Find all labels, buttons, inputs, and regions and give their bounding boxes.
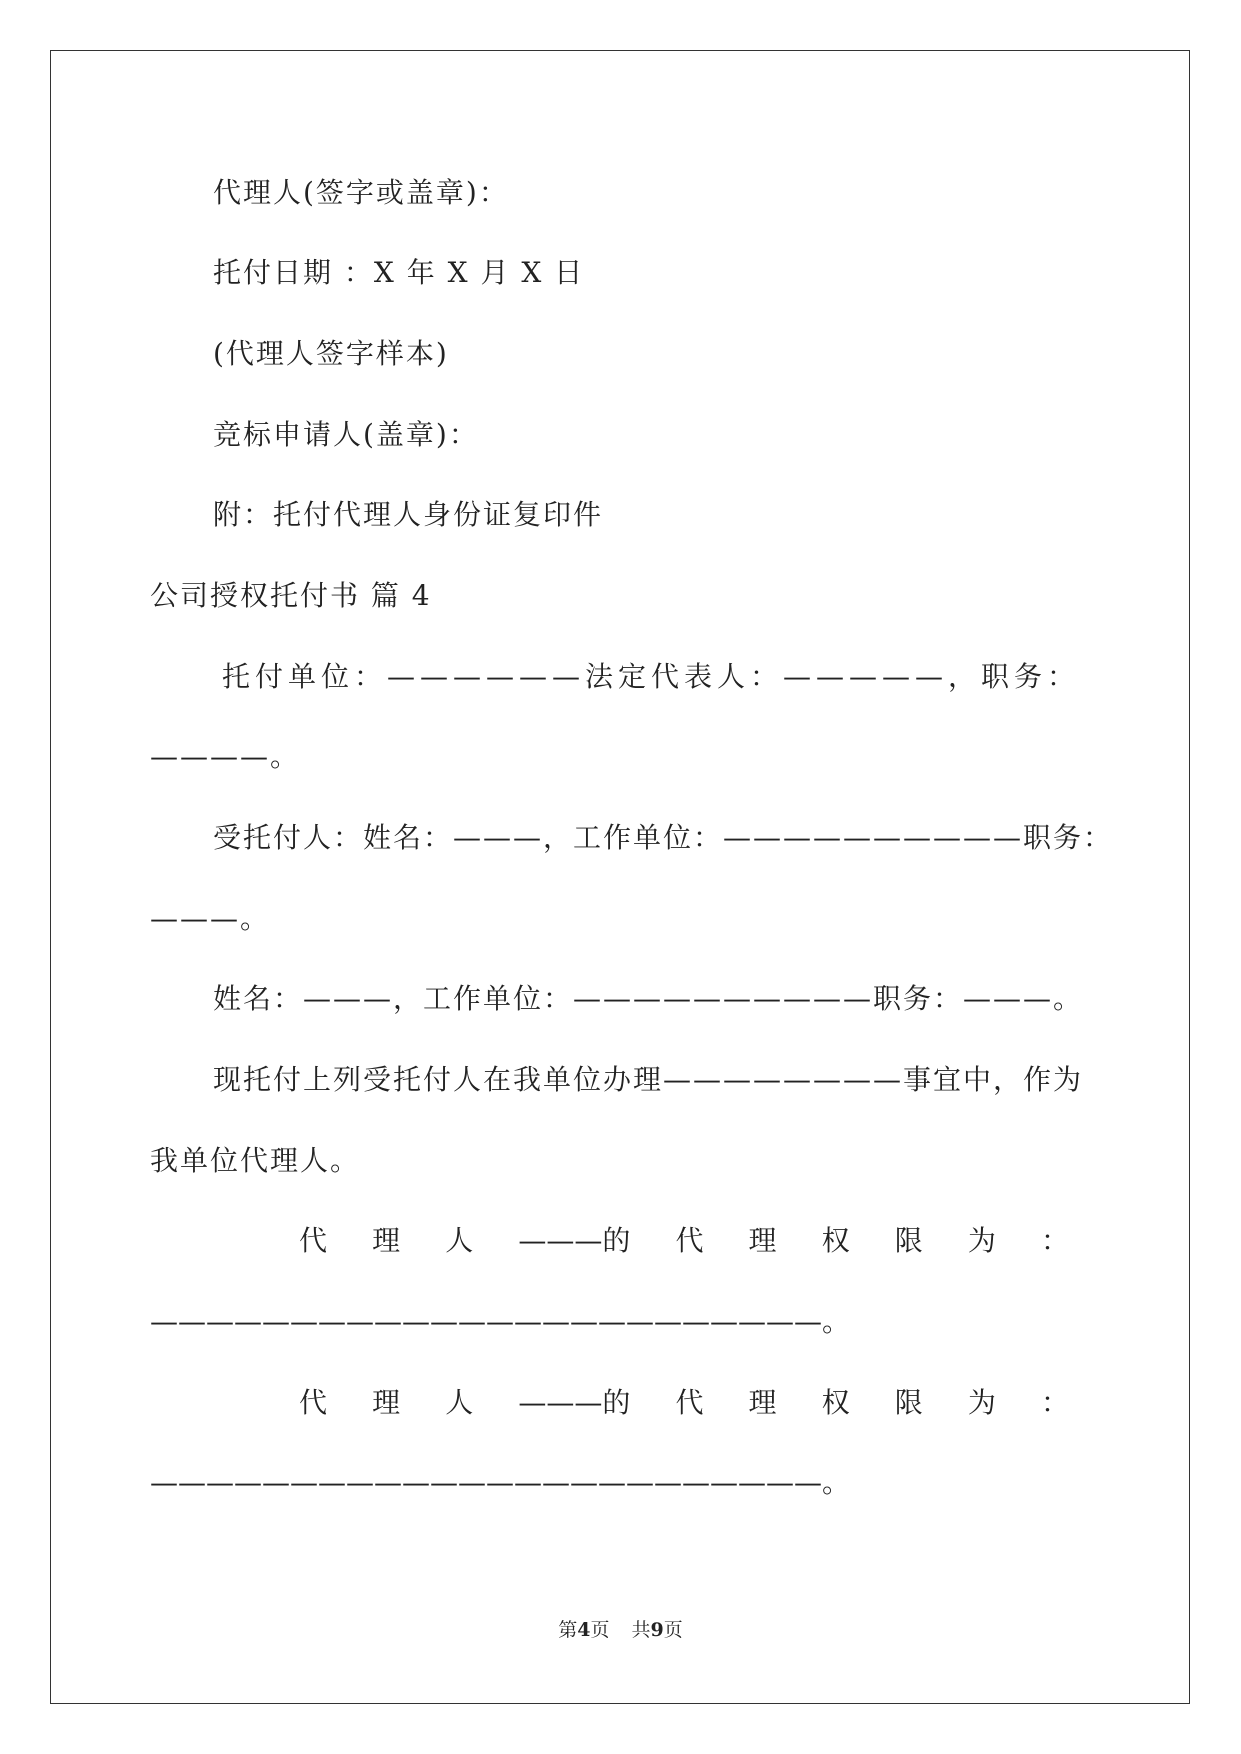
trustee-line-1: 受托付人：姓名：———，工作单位：——————————职务： xyxy=(213,821,1114,854)
word: 代 xyxy=(675,1224,704,1257)
word: ———的 xyxy=(518,1224,631,1257)
entrusting-unit-line-1: 托付单位：——————法定代表人：—————，职务： xyxy=(222,660,1081,693)
word: 人 xyxy=(445,1224,474,1257)
second-trustee-line: 姓名：———，工作单位：——————————职务：———。 xyxy=(213,982,1084,1015)
footer-suffix: 页 xyxy=(663,1619,683,1641)
footer-total-pages: 9 xyxy=(650,1619,664,1641)
footer-middle: 页 xyxy=(590,1619,610,1641)
word: ———的 xyxy=(518,1386,631,1419)
entrust-matter-line-2: 我单位代理人。 xyxy=(150,1144,361,1177)
word: 理 xyxy=(372,1224,401,1257)
authority-line-2b: ————————————————————————。 xyxy=(150,1466,851,1499)
footer-total-prefix: 共 xyxy=(631,1619,651,1641)
word: 人 xyxy=(445,1386,474,1419)
footer-prefix: 第 xyxy=(558,1619,578,1641)
word: 理 xyxy=(748,1386,777,1419)
attachment-line: 附：托付代理人身份证复印件 xyxy=(213,498,604,531)
word: ： xyxy=(1040,1386,1069,1419)
word: 权 xyxy=(821,1224,850,1257)
footer-current-page: 4 xyxy=(577,1619,591,1641)
word: 代 xyxy=(299,1386,328,1419)
signature-sample-line: (代理人签字样本) xyxy=(213,337,449,370)
word: 代 xyxy=(299,1224,328,1257)
agent-signature-line: 代理人(签字或盖章)： xyxy=(213,176,509,209)
word: ： xyxy=(1040,1224,1069,1257)
word: 限 xyxy=(894,1224,923,1257)
word: 为 xyxy=(967,1224,996,1257)
bidder-seal-line: 竞标申请人(盖章)： xyxy=(213,418,479,451)
page-border xyxy=(50,50,1190,1704)
word: 为 xyxy=(967,1386,996,1419)
authority-line-1b: ————————————————————————。 xyxy=(150,1305,851,1338)
authority-line-2a xyxy=(299,1386,1069,1420)
section-heading: 公司授权托付书 篇 4 xyxy=(150,579,432,612)
word: 权 xyxy=(821,1386,850,1419)
entrusting-unit-line-2: ————。 xyxy=(150,740,301,773)
entrust-matter-line-1: 现托付上列受托付人在我单位办理————————事宜中，作为 xyxy=(213,1063,1084,1096)
entrust-date-line: 托付日期 ：X 年 X 月 X 日 xyxy=(213,256,585,289)
word: 限 xyxy=(894,1386,923,1419)
page-footer xyxy=(0,1618,1241,1642)
word: 代 xyxy=(675,1386,704,1419)
trustee-line-2: ———。 xyxy=(150,902,271,935)
word: 理 xyxy=(372,1386,401,1419)
authority-line-1a xyxy=(299,1224,1069,1258)
word: 理 xyxy=(748,1224,777,1257)
